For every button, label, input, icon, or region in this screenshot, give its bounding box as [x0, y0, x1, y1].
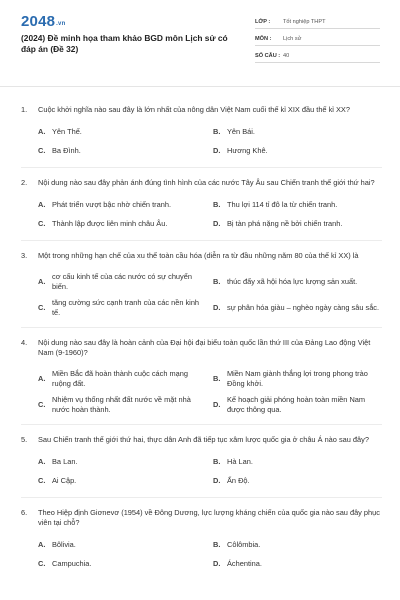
question-stem: [21, 178, 382, 188]
question-number: 2.: [21, 177, 28, 187]
question-5: [21, 425, 382, 498]
meta-value: 40: [283, 53, 290, 60]
answer-text: Hương Khê.: [227, 146, 268, 156]
answer-option-c[interactable]: [38, 295, 207, 321]
question-text: Nội dung nào sau đây là hoàn cảnh của Đại hội đại biểu toàn quốc lần thứ III của Đảng Lao động Việt Nam (9-1960)?: [38, 337, 371, 357]
answer-letter: B.: [213, 373, 221, 383]
answer-option-b[interactable]: [213, 366, 382, 392]
answer-letter: A.: [38, 127, 46, 137]
question-2: [21, 168, 382, 241]
answer-letter: C.: [38, 399, 46, 409]
question-number: 5.: [21, 434, 28, 444]
question-stem: [21, 251, 382, 261]
answer-letter: A.: [38, 540, 46, 550]
question-text: Nội dung nào sau đây phản ánh đúng tình hình của các nước Tây Âu sau Chiến tranh thế giới thứ hai?: [38, 177, 375, 187]
answer-text: Hà Lan.: [227, 457, 253, 467]
answer-option-b[interactable]: [213, 123, 382, 142]
question-list: [0, 87, 400, 580]
answer-option-d[interactable]: [213, 295, 382, 321]
answer-text: Nhiệm vụ thống nhất đất nước về mặt nhà nước hoàn thành.: [52, 394, 191, 414]
answer-text: Kế hoạch giải phóng hoàn toàn miền Nam được thông qua.: [227, 394, 366, 414]
answer-letter: B.: [213, 457, 221, 467]
answer-option-d[interactable]: [213, 472, 382, 491]
answer-letter: C.: [38, 219, 46, 229]
answer-text: cơ cấu kinh tế của các nước có sự chuyển biến.: [52, 271, 192, 291]
answer-option-b[interactable]: [213, 536, 382, 555]
answer-options: [21, 453, 382, 491]
answer-options: [21, 123, 382, 161]
question-3: [21, 241, 382, 328]
meta-label: SỐ CÂU :: [255, 53, 281, 60]
answer-option-d[interactable]: [213, 555, 382, 574]
answer-text: Phát triển vượt bậc nhờ chiến tranh.: [52, 200, 171, 210]
answer-option-c[interactable]: [38, 142, 207, 161]
question-stem: [21, 338, 382, 358]
answer-option-a[interactable]: [38, 269, 207, 295]
question-text: Một trong những hạn chế của xu thế toàn cầu hóa (diễn ra từ đầu những năm 80 của thế kỉ XX) là: [38, 250, 359, 260]
answer-text: Thu lợi 114 tỉ đô la từ chiến tranh.: [227, 200, 338, 210]
question-stem: [21, 435, 382, 445]
answer-letter: D.: [213, 302, 221, 312]
answer-options: [21, 269, 382, 321]
answer-text: thúc đẩy xã hội hóa lực lượng sản xuất.: [227, 276, 358, 286]
site-logo[interactable]: [21, 12, 65, 32]
meta-label: MÔN :: [255, 36, 272, 43]
question-stem: [21, 508, 382, 528]
answer-text: Bị tàn phá nặng nề bởi chiến tranh.: [227, 219, 343, 229]
answer-letter: A.: [38, 276, 46, 286]
answer-option-d[interactable]: [213, 215, 382, 234]
answer-letter: C.: [38, 476, 46, 486]
answer-letter: D.: [213, 476, 221, 486]
meta-row-count: [255, 49, 380, 63]
answer-text: tăng cường sức cạnh tranh của các nền kinh tế.: [52, 297, 200, 317]
answer-text: Bôlivia.: [52, 540, 76, 550]
question-text: Theo Hiệp định Giơnevơ (1954) về Đông Dương, lực lượng kháng chiến của quốc gia nào sau đây phục viên tại chỗ?: [38, 507, 380, 527]
answer-text: Côlômbia.: [227, 540, 261, 550]
answer-option-d[interactable]: [213, 392, 382, 418]
answer-option-c[interactable]: [38, 392, 207, 418]
answer-letter: A.: [38, 200, 46, 210]
meta-row-subject: [255, 32, 380, 46]
question-1: [21, 95, 382, 168]
question-text: Sau Chiến tranh thế giới thứ hai, thực dân Anh đã tiếp tục xâm lược quốc gia ở châu Á nào sau đây?: [38, 434, 369, 444]
answer-option-a[interactable]: [38, 453, 207, 472]
logo-main: 2048: [21, 13, 56, 30]
answer-letter: C.: [38, 302, 46, 312]
question-number: 4.: [21, 337, 28, 347]
answer-text: sự phân hóa giàu – nghèo ngày càng sâu sắc.: [227, 302, 380, 312]
meta-value: Lịch sử: [283, 36, 302, 43]
question-stem: [21, 105, 382, 115]
answer-letter: D.: [213, 146, 221, 156]
answer-letter: D.: [213, 399, 221, 409]
answer-text: Yên Bái.: [227, 127, 255, 137]
meta-label: LỚP :: [255, 19, 271, 26]
answer-text: Ai Cập.: [52, 476, 77, 486]
answer-text: Miền Bắc đã hoàn thành cuộc cách mạng ruộng đất.: [52, 368, 188, 388]
question-6: [21, 498, 382, 580]
answer-text: Ba Lan.: [52, 457, 78, 467]
answer-option-b[interactable]: [213, 269, 382, 295]
answer-option-a[interactable]: [38, 123, 207, 142]
exam-title: (2024) Đề minh họa tham khảo BGD môn Lịch sử có đáp án (Đề 32): [21, 33, 228, 55]
answer-letter: A.: [38, 457, 46, 467]
exam-meta: [255, 15, 380, 66]
answer-letter: B.: [213, 127, 221, 137]
answer-letter: B.: [213, 540, 221, 550]
answer-text: Yên Thế.: [52, 127, 82, 137]
question-4: [21, 328, 382, 425]
answer-text: Ba Đình.: [52, 146, 81, 156]
answer-text: Áchentina.: [227, 559, 262, 569]
logo-suffix: .vn: [56, 21, 66, 27]
answer-text: Ấn Độ.: [227, 476, 250, 486]
question-number: 3.: [21, 250, 28, 260]
answer-option-a[interactable]: [38, 366, 207, 392]
question-number: 6.: [21, 507, 28, 517]
answer-option-d[interactable]: [213, 142, 382, 161]
answer-option-c[interactable]: [38, 215, 207, 234]
answer-option-b[interactable]: [213, 196, 382, 215]
answer-text: Campuchia.: [52, 559, 92, 569]
answer-options: [21, 196, 382, 234]
answer-options: [21, 366, 382, 418]
answer-options: [21, 536, 382, 574]
answer-option-c[interactable]: [38, 555, 207, 574]
answer-letter: D.: [213, 559, 221, 569]
question-number: 1.: [21, 105, 28, 114]
question-text: Cuộc khởi nghĩa nào sau đây là lớn nhất của nông dân Việt Nam cuối thế kỉ XIX đầu thế kỉ XX?: [38, 105, 350, 114]
answer-text: Thành lập được liên minh châu Âu.: [52, 219, 168, 229]
answer-text: Miền Nam giành thắng lợi trong phong trào Đồng khởi.: [227, 368, 368, 388]
meta-row-class: [255, 15, 380, 29]
answer-letter: C.: [38, 559, 46, 569]
answer-letter: C.: [38, 146, 46, 156]
exam-header: [0, 0, 400, 87]
answer-option-a[interactable]: [38, 196, 207, 215]
answer-option-a[interactable]: [38, 536, 207, 555]
meta-value: Tốt nghiệp THPT: [283, 19, 326, 26]
answer-letter: D.: [213, 219, 221, 229]
answer-letter: B.: [213, 200, 221, 210]
answer-letter: B.: [213, 276, 221, 286]
answer-letter: A.: [38, 373, 46, 383]
answer-option-b[interactable]: [213, 453, 382, 472]
answer-option-c[interactable]: [38, 472, 207, 491]
